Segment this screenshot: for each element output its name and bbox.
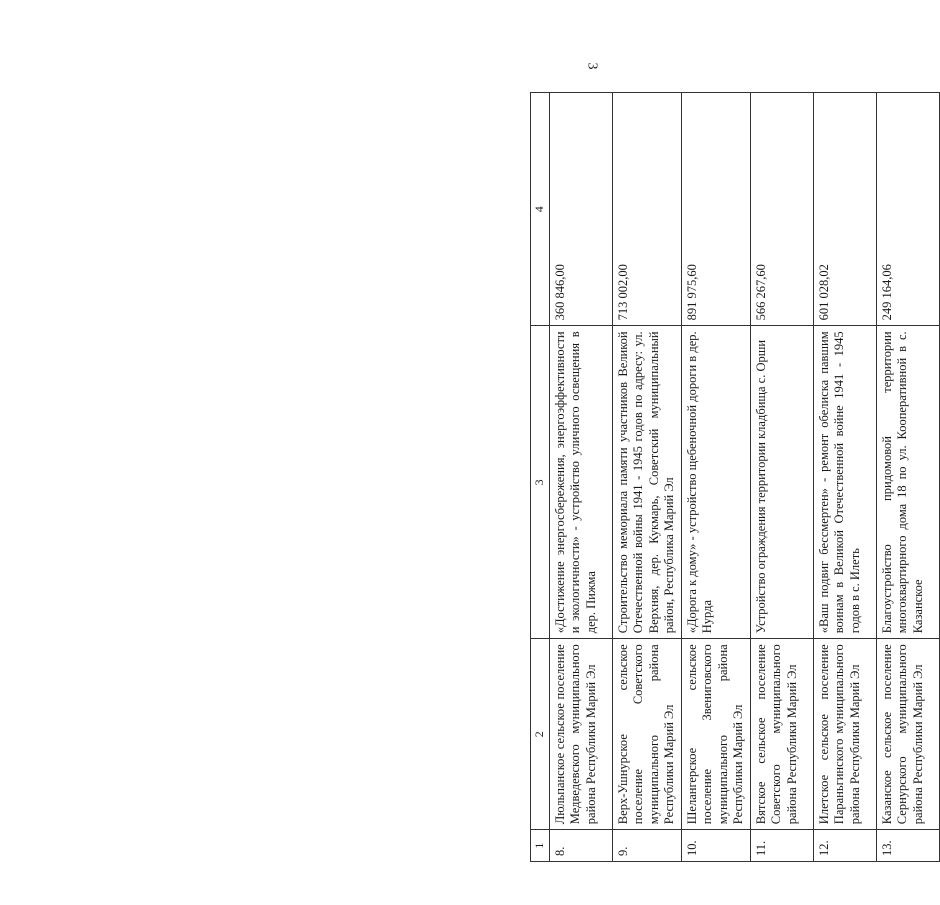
table-row: [876, 93, 939, 862]
settlement-name: Илетское сельское поселение Параньгинского муниципального района Республики Марий Эл: [813, 639, 876, 830]
row-number: 9.: [612, 830, 681, 862]
table-row: [681, 93, 750, 862]
subsidy-amount: 249 164,06: [876, 93, 939, 326]
column-header: 4: [531, 93, 550, 326]
table-row: [612, 93, 681, 862]
project-description: Устройство ограждения территории кладбища с. Орши: [750, 326, 813, 639]
project-description: «Достижение энергосбережения, энергоэффективности и экологичности» - устройство уличного освещения в дер. Пижма: [549, 326, 612, 639]
column-header: 3: [531, 326, 550, 639]
settlement-name: Люльпанское сельское поселение Медведевского муниципального района Республики Марий Эл: [549, 639, 612, 830]
subsidy-amount: 360 846,00: [549, 93, 612, 326]
row-number: 10.: [681, 830, 750, 862]
column-header: 2: [531, 639, 550, 830]
column-header: 1: [531, 830, 550, 862]
row-number: 12.: [813, 830, 876, 862]
subsidy-amount: 566 267,60: [750, 93, 813, 326]
table-header-row: [531, 93, 550, 862]
project-description: «Дорога к дому» - устройство щебеночной дороги в дер. Нурда: [681, 326, 750, 639]
settlement-name: Казанское сельское поселение Сернурского муниципального района Республики Марий Эл: [876, 639, 939, 830]
project-description: «Ваш подвиг бессмертен» - ремонт обелиска павшим воинам в Великой Отечественной войне 1941 - 1945 годов в с. Илеть: [813, 326, 876, 639]
row-number: 8.: [549, 830, 612, 862]
row-number: 11.: [750, 830, 813, 862]
table-row: [549, 93, 612, 862]
settlement-name: Вятское сельское поселение Советского муниципального района Республики Марий Эл: [750, 639, 813, 830]
page-number: 3: [584, 62, 600, 70]
project-description: Строительство мемориала памяти участников Великой Отечественной войны 1941 - 1945 годов по адресу: ул. Верхняя, дер. Кукмарь, Советский муниципальный район, Республика Марий Эл: [612, 326, 681, 639]
table-row: [750, 93, 813, 862]
subsidy-table: [530, 92, 940, 862]
settlement-name: Верх-Ушнурское сельское поселение Советского муниципального района Республики Марий Эл: [612, 639, 681, 830]
settlement-name: Шелангерское сельское поселение Звениговского муниципального района Республики Марий Эл: [681, 639, 750, 830]
subsidy-amount: 601 028,02: [813, 93, 876, 326]
subsidy-amount: 891 975,60: [681, 93, 750, 326]
rotated-table-container: [530, 92, 940, 862]
table-row: [813, 93, 876, 862]
subsidy-amount: 713 002,00: [612, 93, 681, 326]
row-number: 13.: [876, 830, 939, 862]
project-description: Благоустройство придомовой территории многоквартирного дома 18 по ул. Кооперативной в с. Казанское: [876, 326, 939, 639]
